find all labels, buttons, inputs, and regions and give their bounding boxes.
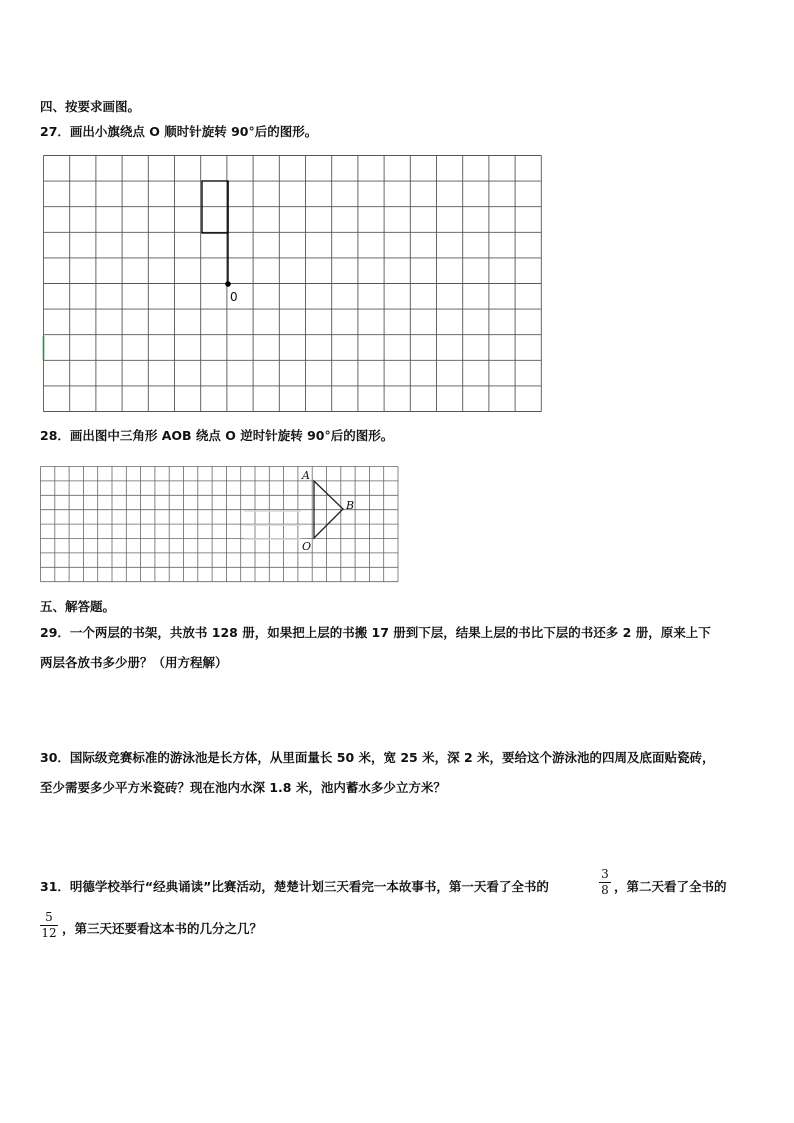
question-31-line1-b: ，第二天看了全书的 [614,879,727,894]
fraction-numerator: 3 [601,867,609,881]
question-30-line2: 至少需要多少平方米瓷砖？现在池内水深 1.8 米，池内蓄水多少立方米？ [40,780,446,795]
section-heading-4: 四、按要求画图。 [40,99,141,114]
flag-rotation-grid [42,154,546,414]
rotation-point-o [225,281,231,287]
label-b: B [346,499,355,512]
fraction-denominator: 12 [41,926,57,940]
label-a: A [302,469,310,482]
question-31-line2: ，第三天还要看这本书的几分之几？ [62,921,263,936]
question-27-text: 27．画出小旗绕点 O 顺时针旋转 90°后的图形。 [40,124,318,139]
fraction-three-eighths [599,868,611,897]
point-o-label: 0 [230,290,238,304]
question-28-text: 28．画出图中三角形 AOB 绕点 O 逆时针旋转 90°后的图形。 [40,428,394,443]
fraction-denominator: 8 [601,883,609,897]
section-heading-5: 五、解答题。 [40,599,116,614]
question-29-line2: 两层各放书多少册？（用方程解） [40,655,228,670]
label-o: O [302,540,312,553]
question-29-line1: 29．一个两层的书架，共放书 128 册，如果把上层的书搬 17 册到下层，结果上层的书比下层的书还多 2 册，原来上下 [40,625,711,640]
question-31-line1-a: 31．明德学校举行“经典诵读”比赛活动，楚楚计划三天看完一本故事书，第一天看了全书的 [40,879,549,894]
fraction-five-twelfths [40,911,58,940]
triangle-rotation-grid [39,465,403,585]
question-30-line1: 30．国际级竞赛标准的游泳池是长方体，从里面量长 50 米，宽 25 米，深 2 米，要给这个游泳池的四周及底面贴瓷砖， [40,750,715,765]
fraction-numerator: 5 [45,910,53,924]
